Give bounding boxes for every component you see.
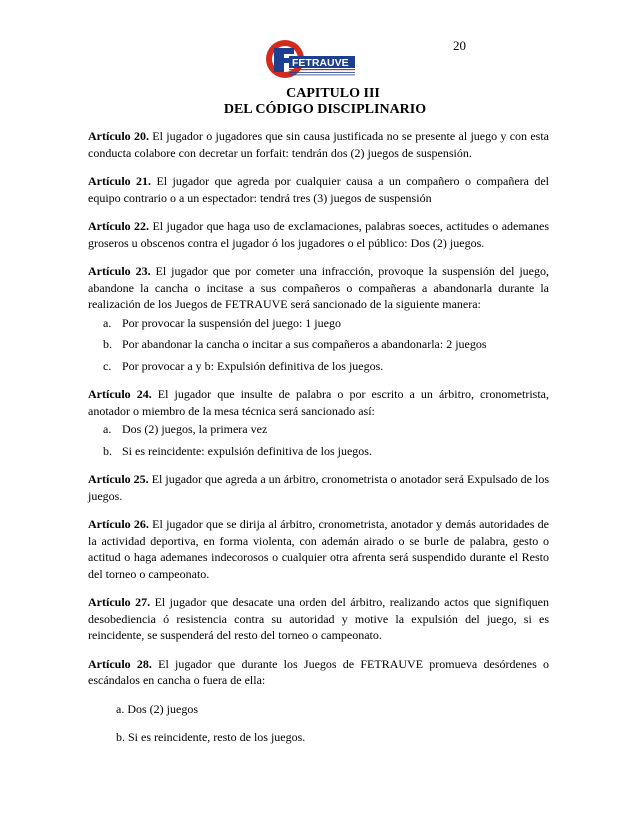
list-marker: a. [116, 701, 125, 716]
list-marker: a. [103, 315, 112, 330]
article-22 [88, 218, 549, 251]
sanction-list [88, 421, 549, 459]
article-25 [88, 471, 549, 504]
article-label: Artículo 21. [88, 174, 152, 188]
article-text: El jugador que agreda por cualquier causa a un compañero o compañera del equipo contrario o a un espectador: tendrá tres (3) juegos de suspensión [88, 174, 550, 205]
page-number: 20 [453, 38, 466, 53]
article-text: El jugador o jugadores que sin causa justificada no se presente al juego y con esta conducta colabore con decretar un forfait: tendrán dos (2) juegos de suspensión. [88, 129, 550, 160]
list-item [116, 729, 549, 746]
list-text: Por abandonar la cancha o incitar a sus compañeros a abandonarla: 2 juegos [122, 337, 487, 351]
list-marker: c. [103, 358, 112, 373]
article-26 [88, 516, 549, 582]
articles-body [88, 128, 549, 758]
list-text: Si es reincidente, resto de los juegos. [128, 730, 306, 744]
article-label: Artículo 26. [88, 517, 149, 531]
article-text: El jugador que insulte de palabra o por escrito a un árbitro, cronometrista, anotador o miembro de la mesa técnica será sancionado así: [88, 387, 550, 418]
article-20 [88, 128, 549, 161]
article-text: El jugador que durante los Juegos de FETRAUVE promueva desórdenes o escándalos en cancha o fuera de ella: [88, 656, 550, 687]
list-item [116, 701, 549, 718]
article-label: Artículo 27. [88, 595, 151, 609]
article-text: El jugador que haga uso de exclamaciones, palabras soeces, actitudes o ademanes groseros u obscenos contra el jugador ó los jugadores o el público: Dos (2) juegos. [88, 219, 550, 250]
sanction-list [88, 701, 549, 746]
list-item [103, 336, 549, 353]
list-marker: a. [103, 422, 112, 436]
article-28 [88, 656, 549, 746]
article-text: El jugador que se dirija al árbitro, cronometrista, anotador y demás autoridades de la actividad deportiva, en forma violenta, con ademán airado o se burle de palabra, gesto o actitud o haga ademanes indecorosos o cualquier otra afrenta será suspendido durante el Resto del torneo o campeonato. [88, 517, 549, 581]
list-text: Por provocar a y b: Expulsión definitiva de los juegos. [122, 358, 384, 373]
svg-text:FETRAUVE: FETRAUVE [292, 57, 349, 69]
article-label: Artículo 23. [88, 264, 151, 278]
article-label: Artículo 24. [88, 387, 152, 401]
article-label: Artículo 28. [88, 656, 152, 671]
article-label: Artículo 20. [88, 129, 149, 143]
chapter-title: CAPITULO III [286, 86, 380, 101]
article-21 [88, 173, 549, 206]
list-marker: b. [103, 443, 112, 458]
article-24 [88, 386, 549, 459]
list-text: Dos (2) juegos [127, 701, 198, 716]
article-27 [88, 594, 549, 644]
article-23 [88, 263, 549, 374]
list-item [103, 421, 549, 438]
list-text: Dos (2) juegos, la primera vez [122, 422, 268, 436]
article-text: El jugador que por cometer una infracción, provoque la suspensión del juego, abandone la cancha o incitase a sus compañeros o compañeras a abandonarla durante la realización de los Juegos de FETRAUVE será sancionado de la siguiente manera: [88, 264, 550, 311]
chapter-subtitle: DEL CÓDIGO DISCIPLINARIO [223, 102, 427, 117]
list-text: Si es reincidente: expulsión definitiva de los juegos. [122, 443, 372, 458]
article-label: Artículo 22. [88, 219, 150, 233]
fetrauve-logo [265, 38, 357, 80]
sanction-list [88, 315, 549, 375]
list-item [103, 315, 549, 332]
article-text: El jugador que agreda a un árbitro, cronometrista o anotador será Expulsado de los juegos. [88, 472, 550, 503]
list-text: Por provocar la suspensión del juego: 1 juego [122, 315, 341, 330]
list-marker: b. [116, 730, 125, 744]
list-item [103, 358, 549, 375]
list-marker: b. [103, 337, 112, 351]
list-item [103, 443, 549, 460]
article-text: El jugador que desacate una orden del árbitro, realizando actos que signifiquen desobediencia ó resistencia contra su autoridad y motive la expulsión del juego, si es reincidente, se suspenderá del resto del torneo o campeonato. [88, 595, 550, 642]
article-label: Artículo 25. [88, 472, 149, 486]
